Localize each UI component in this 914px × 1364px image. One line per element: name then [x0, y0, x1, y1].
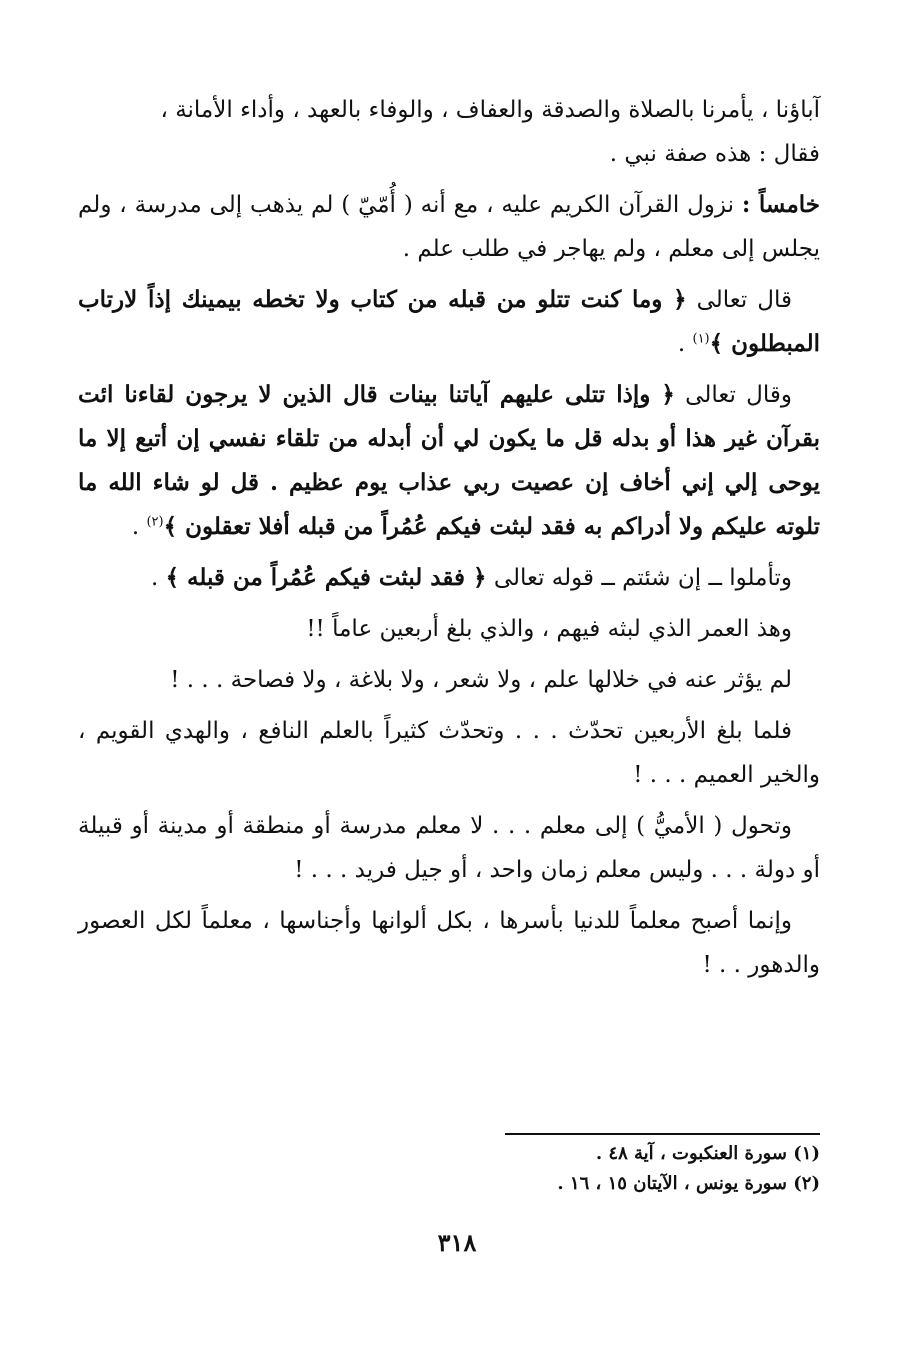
footnote-2: (٢) سورة يونس ، الآيتان ١٥ ، ١٦ . [557, 1173, 820, 1194]
paragraph-3 [78, 278, 820, 366]
paragraph-2-text: نزول القرآن الكريم عليه ، مع أنه ( أُمّيّ ) لم يذهب إلى مدرسة ، ولم يجلس إلى معلم ، ولم يهاجر في طلب علم . [78, 192, 820, 262]
paragraph-1-line-1: آباؤنا ، يأمرنا بالصلاة والصدقة والعفاف ، والوفاء بالعهد ، وأداء الأمانة ، [160, 97, 820, 123]
quran-verse-2: ﴿ وإذا تتلى عليهم آياتنا بينات قال الذين لا يرجون لقاءنا ائت بقرآن غير هذا أو بدله قل ما يكون لي أن أبدله من تلقاء نفسي إن أتبع إلا ما يوحى إلي إني أخاف إن عصيت ربي عذاب يوم عظيم . قل لو شاء الله ما تلوته عليكم ولا أدراكم به فقد لبثت فيكم عُمُراً من قبله أفلا تعقلون ﴾ [78, 381, 820, 540]
paragraph-3-intro: قال تعالى [696, 287, 793, 313]
footnote-ref-2: (٢) [146, 514, 164, 530]
page-body [78, 88, 820, 994]
footnotes [420, 1139, 820, 1199]
footnote-ref-1: (١) [692, 331, 710, 347]
paragraph-8: فلما بلغ الأربعين تحدّث . . . وتحدّث كثيراً بالعلم النافع ، والهدي القويم ، والخير العميم . . . ! [78, 718, 820, 788]
paragraph-6: وهذ العمر الذي لبثه فيهم ، والذي بلغ أربعين عاماً !! [306, 616, 792, 642]
paragraph-2-label: خامساً : [741, 191, 821, 218]
footnote-divider [505, 1133, 820, 1135]
paragraph-4 [78, 373, 820, 549]
quran-verse-3: ﴿ فقد لبثت فيكم عُمُراً من قبله ﴾ [165, 564, 487, 591]
paragraph-7: لم يؤثر عنه في خلالها علم ، ولا شعر ، ولا بلاغة ، ولا فصاحة . . . ! [170, 667, 792, 693]
paragraph-10: وإنما أصبح معلماً للدنيا بأسرها ، بكل ألوانها وأجناسها ، معلماً لكل العصور والدهور . . ! [78, 908, 820, 978]
paragraph-4-intro: وقال تعالى [685, 382, 792, 408]
paragraph-5 [78, 556, 820, 600]
paragraph-5-intro: وتأملوا ــ إن شئتم ــ قوله تعالى [493, 565, 792, 591]
paragraph-1-line-2: فقال : هذه صفة نبي . [609, 141, 820, 167]
paragraph-3-end: . [677, 331, 686, 357]
page-number: ٣١٨ [437, 1228, 477, 1257]
paragraph-5-end: . [150, 565, 159, 591]
quran-verse-1: ﴿ وما كنت تتلو من قبله من كتاب ولا تخطه بيمينك إذاً لارتاب المبطلون ﴾ [78, 286, 820, 357]
paragraph-2 [78, 183, 820, 271]
paragraph-9: وتحول ( الأميُّ ) إلى معلم . . . لا معلم مدرسة أو منطقة أو مدينة أو قبيلة أو دولة . . . وليس معلم زمان واحد ، أو جيل فريد . . . ! [78, 813, 820, 883]
paragraph-1 [78, 88, 820, 176]
footnote-1: (١) سورة العنكبوت ، آية ٤٨ . [595, 1143, 820, 1164]
paragraph-4-end: . [131, 514, 140, 540]
